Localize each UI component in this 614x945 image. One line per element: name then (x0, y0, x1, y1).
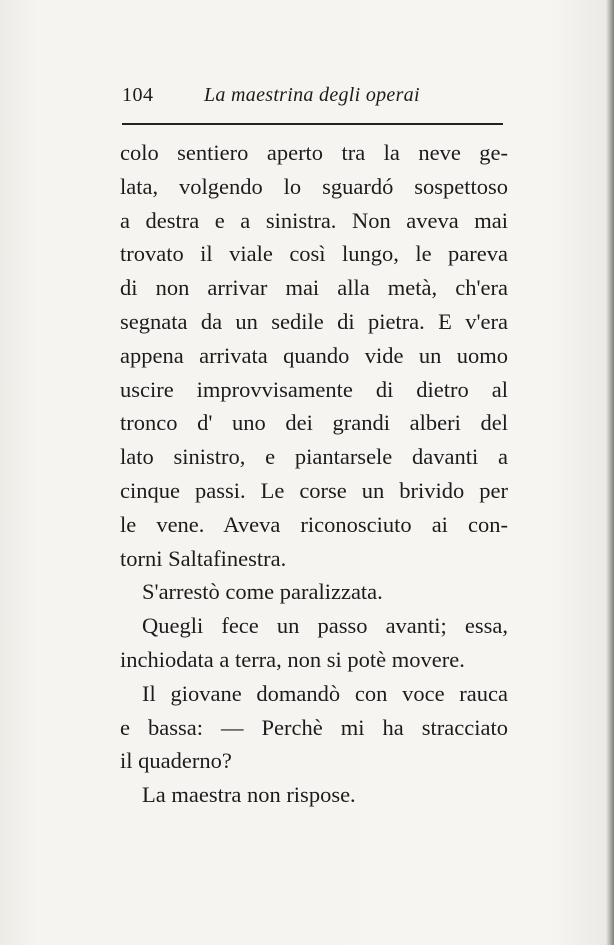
text-line: il quaderno? (120, 748, 232, 774)
text-line: e bassa: — Perchè mi ha stracciato (120, 714, 508, 740)
text-line: colo sentiero aperto tra la neve ge- (120, 140, 508, 165)
text-line: inchiodata a terra, non si potè movere. (120, 646, 465, 672)
text-line: segnata da un sedile di pietra. E v'era (120, 308, 508, 334)
text-line: uscire improvvisamente di dietro al (120, 376, 508, 402)
body-text (120, 136, 508, 812)
text-line: Il giovane domandò con voce rauca (142, 680, 508, 706)
text-line: lato sinistro, e piantarsele davanti a (120, 444, 508, 470)
text-line: S'arrestò come paralizzata. (142, 579, 383, 605)
text-line: di non arrivar mai alla metà, ch'era (120, 275, 508, 301)
text-line: lata, volgendo lo sguardó sospettoso (120, 173, 508, 199)
header-rule (122, 123, 503, 125)
page-number: 104 (122, 84, 154, 106)
text-line: cinque passi. Le corse un brivido per (120, 477, 508, 503)
text-line: le vene. Aveva riconosciuto ai con- (120, 511, 508, 537)
text-line: a destra e a sinistra. Non aveva mai (120, 207, 508, 233)
page-header (122, 84, 502, 114)
text-line: trovato il viale così lungo, le pareva (120, 241, 508, 267)
text-line: torni Saltafinestra. (120, 545, 287, 571)
text-line: Quegli fece un passo avanti; essa, (142, 613, 508, 639)
page-edge-shadow (606, 0, 614, 945)
text-line: appena arrivata quando vide un uomo (120, 342, 508, 368)
running-title: La maestrina degli operai (204, 84, 420, 106)
text-line: La maestra non rispose. (142, 782, 356, 808)
text-line: tronco d' uno dei grandi alberi del (120, 410, 508, 436)
